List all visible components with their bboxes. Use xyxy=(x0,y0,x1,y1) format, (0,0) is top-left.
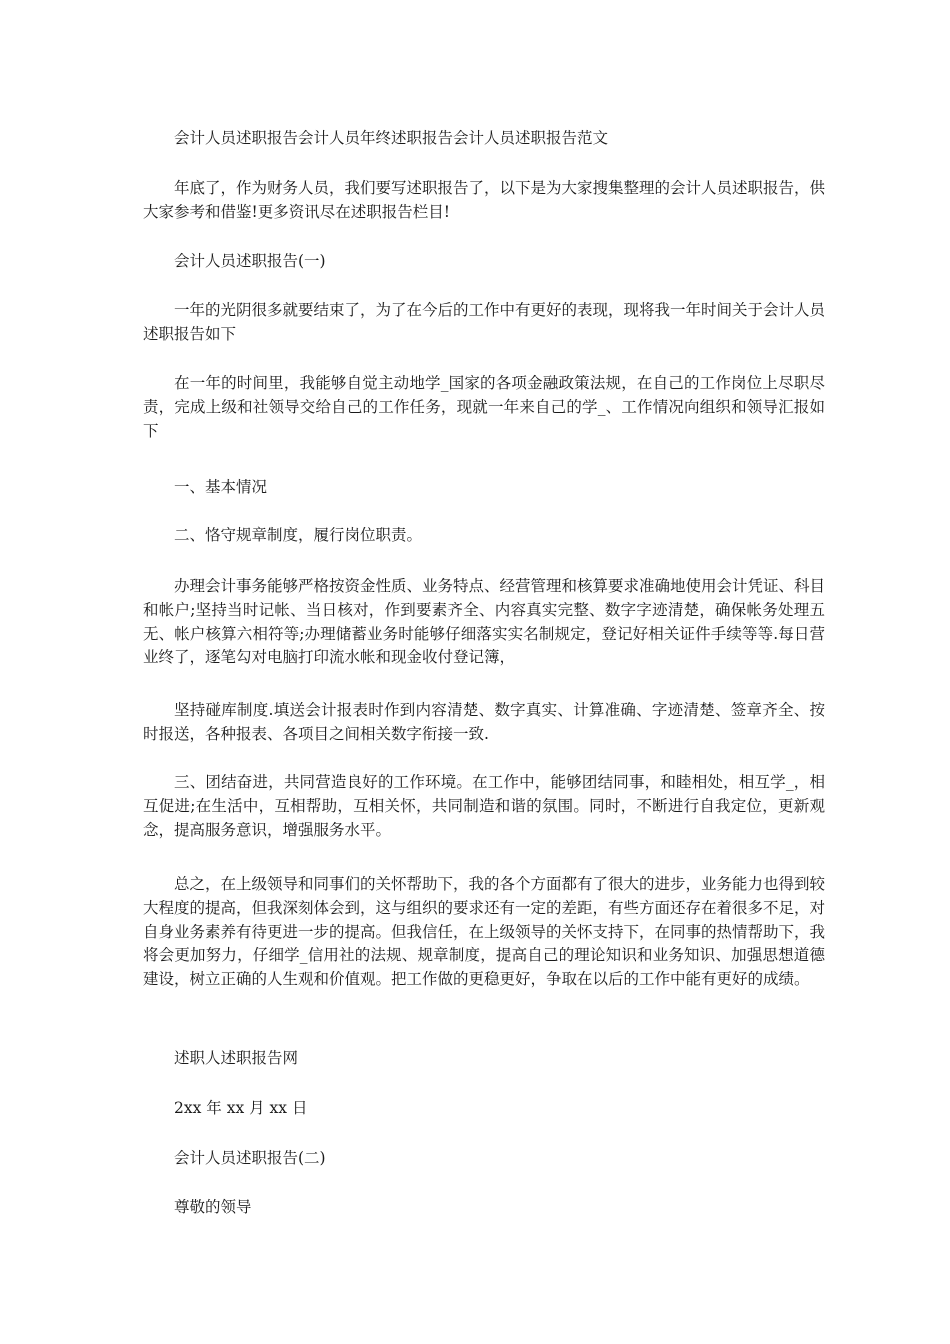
section-1-item-3: 三、团结奋进，共同营造良好的工作环境。在工作中，能够团结同事，和睦相处，相互学_，相互促进;在生活中，互相帮助，互相关怀，共同制造和谐的氛围。同时，不断进行自我定位，更新观念，提高服务意识，增强服务水平。 xyxy=(143,773,825,839)
section-1-paragraph-2: 在一年的时间里，我能够自觉主动地学_国家的各项金融政策法规，在自己的工作岗位上尽职尽责，完成上级和社领导交给自己的工作任务，现就一年来自己的学_、工作情况向组织和领导汇报如下 xyxy=(143,374,825,440)
section-1-paragraph-3: 办理会计事务能够严格按资金性质、业务特点、经营管理和核算要求准确地使用会计凭证、科目和帐户;坚持当时记帐、当日核对，作到要素齐全、内容真实完整、数字字迹清楚，确保帐务处理五无、帐户核算六相符等;办理储蓄业务时能够仔细落实实名制规定，登记好相关证件手续等等.每日营业终了，逐笔勾对电脑打印流水帐和现金收付登记簿， xyxy=(143,577,826,667)
section-1-item-1: 一、基本情况 xyxy=(174,478,268,496)
section-1-paragraph-4: 坚持碰库制度.填送会计报表时作到内容清楚、数字真实、计算准确、字迹清楚、签章齐全、按时报送，各种报表、各项目之间相关数字衔接一致. xyxy=(143,701,825,743)
salutation-line: 尊敬的领导 xyxy=(174,1198,252,1216)
section-1-item-2: 二、恪守规章制度，履行岗位职责。 xyxy=(174,526,423,544)
section-2-heading: 会计人员述职报告(二) xyxy=(174,1149,326,1167)
document-title: 会计人员述职报告会计人员年终述职报告会计人员述职报告范文 xyxy=(174,129,609,147)
date-line: 2xx 年 xx 月 xx 日 xyxy=(174,1099,308,1117)
intro-paragraph: 年底了，作为财务人员，我们要写述职报告了，以下是为大家搜集整理的会计人员述职报告，供大家参考和借鉴!更多资讯尽在述职报告栏目! xyxy=(143,179,826,221)
section-1-heading: 会计人员述职报告(一) xyxy=(174,252,326,270)
section-1-summary: 总之，在上级领导和同事们的关怀帮助下，我的各个方面都有了很大的进步，业务能力也得到较大程度的提高，但我深刻体会到，这与组织的要求还有一定的差距，有些方面还存在着很多不足，对自身业务素养有待更进一步的提高。但我信任，在上级领导的关怀支持下，在同事的热情帮助下，我将会更加努力，仔细学_信用社的法规、规章制度，提高自己的理论知识和业务知识、加强思想道德建设，树立正确的人生观和价值观。把工作做的更稳更好，争取在以后的工作中能有更好的成绩。 xyxy=(143,875,826,989)
section-1-paragraph-1: 一年的光阴很多就要结束了，为了在今后的工作中有更好的表现，现将我一年时间关于会计人员述职报告如下 xyxy=(143,301,826,343)
signature-line: 述职人述职报告网 xyxy=(174,1049,299,1067)
